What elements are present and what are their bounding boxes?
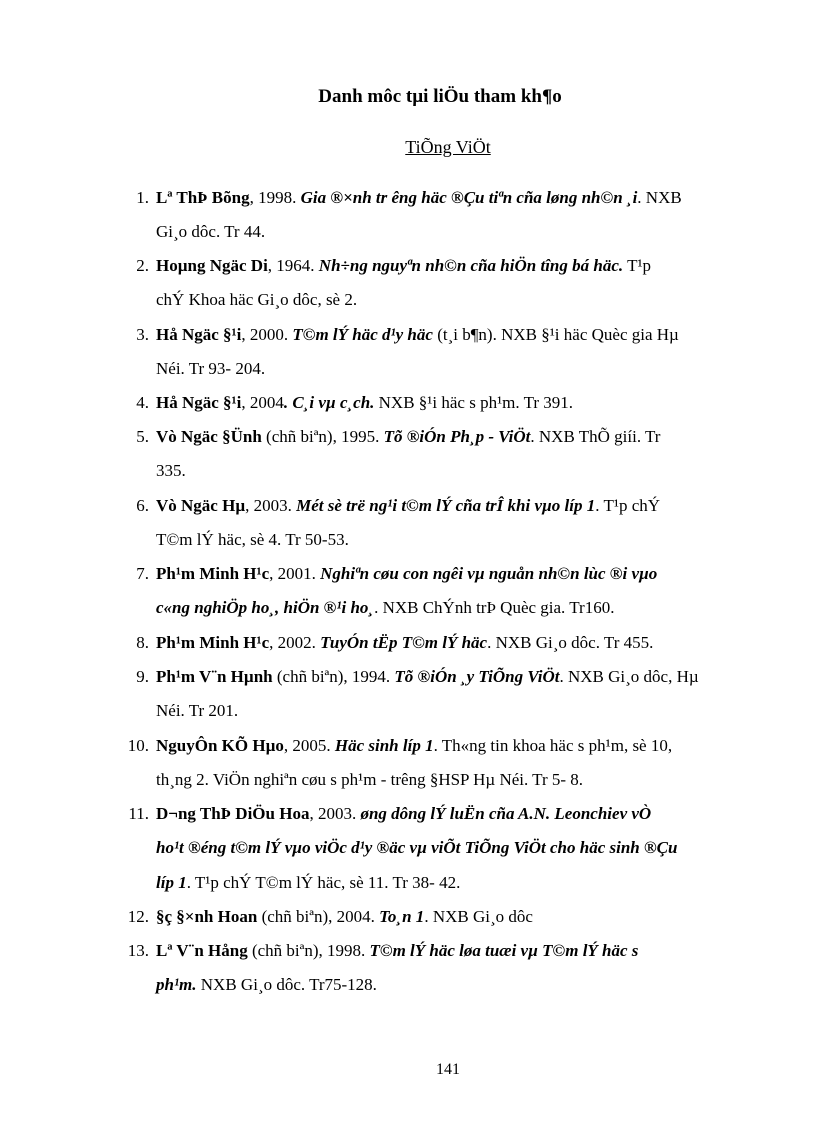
reference-number: 13.: [127, 941, 149, 960]
reference-title: Mét sè trë ng¹i t©m lÝ cña trÎ khi vµo líp 1: [296, 496, 596, 515]
reference-author: §ç §×nh Hoan: [156, 907, 258, 926]
reference-text: , 2003.: [309, 804, 361, 823]
reference-publisher: 335.: [156, 461, 186, 480]
reference-title: TuyÓn tËp T©m lÝ häc: [320, 633, 488, 652]
reference-number: 11.: [128, 804, 149, 823]
reference-line: [156, 420, 770, 454]
reference-text: (chñ biªn), 1994.: [272, 667, 395, 686]
reference-number: 10.: [127, 736, 149, 755]
reference-line: [156, 489, 770, 523]
reference-title: Tõ ®iÓn Ph¸p - ViÖt: [383, 427, 531, 446]
reference-publisher: . NXB ThÕ giíi. Tr: [530, 427, 661, 446]
reference-title: c«ng nghiÖp ho¸, hiÖn ®¹i ho¸: [156, 598, 375, 617]
reference-line: [156, 318, 770, 352]
reference-title: To¸n 1: [379, 907, 425, 926]
reference-publisher: . T¹p chÝ T©m lÝ häc, sè 11. Tr 38- 42.: [186, 873, 461, 892]
reference-publisher: NXB §¹i häc s ph¹m. Tr 391.: [374, 393, 574, 412]
reference-publisher: . Th«ng tin khoa häc s ph¹m, sè 10,: [433, 736, 673, 755]
reference-text: (chñ biªn), 1998.: [247, 941, 370, 960]
reference-title: Tõ ®iÓn ¸y TiÕng ViÖt: [394, 667, 560, 686]
reference-title: T©m lÝ häc løa tuæi vµ T©m lÝ häc s: [369, 941, 639, 960]
reference-author: Hå Ngäc §¹i: [156, 325, 242, 344]
reference-line: [156, 626, 770, 660]
reference-line: [156, 934, 770, 968]
reference-title: Nh÷ng nguyªn nh©n cña hiÖn tîng bá häc.: [318, 256, 624, 275]
reference-author: Hå Ngäc §¹i: [156, 393, 242, 412]
reference-number: 12.: [127, 907, 149, 926]
reference-number: 8.: [136, 633, 149, 652]
reference-text: , 1998.: [249, 188, 301, 207]
reference-title: . C¸i vµ c¸ch.: [283, 393, 375, 412]
reference-title: Nghiªn cøu con ngêi vµ nguån nh©n lùc ®i vµo: [320, 564, 658, 583]
reference-line: [156, 900, 770, 934]
reference-text: (chñ biªn), 1995.: [261, 427, 384, 446]
reference-author: Ph¹m Minh H¹c: [156, 633, 270, 652]
reference-author: Hoµng Ngäc Di: [156, 256, 268, 275]
reference-publisher: (t¸i b¶n). NXB §¹i häc Quèc gia Hµ: [432, 325, 679, 344]
reference-author: D¬ng ThÞ DiÖu Hoa: [156, 804, 310, 823]
reference-title: T©m lÝ häc d¹y häc: [292, 325, 433, 344]
reference-publisher: chÝ Khoa häc Gi¸o dôc, sè 2.: [156, 290, 358, 309]
reference-number: 4.: [136, 393, 149, 412]
section-subtitle: TiÕng ViÖt: [405, 137, 491, 157]
reference-text: , 2001.: [269, 564, 321, 583]
reference-number: 5.: [136, 427, 149, 446]
reference-text: , 2004: [241, 393, 284, 412]
reference-author: Vò Ngäc Hµ: [156, 496, 246, 515]
reference-publisher: Néi. Tr 201.: [156, 701, 239, 720]
reference-title: Gia ®×nh tr êng häc ®Çu tiªn cña løng nh©n ¸i: [300, 188, 638, 207]
reference-text: , 2005.: [283, 736, 335, 755]
reference-publisher: . NXB Gi¸o dôc. Tr 455.: [487, 633, 654, 652]
reference-author: Ph¹m Minh H¹c: [156, 564, 270, 583]
reference-text: (chñ biªn), 2004.: [257, 907, 380, 926]
reference-line: [156, 797, 770, 831]
reference-number: 3.: [136, 325, 149, 344]
reference-publisher: Néi. Tr 93- 204.: [156, 359, 266, 378]
reference-author: Lª ThÞ Bõng: [156, 188, 250, 207]
reference-publisher: . NXB Gi¸o dôc, Hµ: [559, 667, 699, 686]
reference-text: , 2002.: [269, 633, 321, 652]
reference-author: NguyÔn KÕ Hµo: [156, 736, 284, 755]
reference-publisher: . NXB ChÝnh trÞ Quèc gia. Tr160.: [374, 598, 615, 617]
reference-publisher: T¹p: [623, 256, 652, 275]
reference-text: , 2000.: [241, 325, 293, 344]
reference-line: [156, 386, 770, 420]
reference-title: ho¹t ®éng t©m lÝ vµo viÖc d¹y ®äc vµ viÕt TiÕng ViÖt cho häc sinh ®Çu: [156, 838, 678, 857]
reference-publisher: Gi¸o dôc. Tr 44.: [156, 222, 266, 241]
reference-line: [156, 831, 770, 865]
reference-line: [156, 660, 770, 694]
reference-line: [156, 968, 770, 1002]
reference-author: Vò Ngäc §Ünh: [156, 427, 262, 446]
reference-title: øng dông lÝ luËn cña A.N. Leonchiev vÒ: [360, 804, 652, 823]
reference-text: , 1964.: [267, 256, 319, 275]
reference-author: Lª V¨n Hång: [156, 941, 248, 960]
reference-publisher: . NXB: [637, 188, 682, 207]
page-title: Danh môc tµi liÖu tham kh¶o: [318, 86, 562, 107]
reference-publisher: T©m lÝ häc, sè 4. Tr 50-53.: [156, 530, 349, 549]
reference-number: 2.: [136, 256, 149, 275]
reference-publisher: . NXB Gi¸o dôc: [424, 907, 533, 926]
reference-publisher: . T¹p chÝ: [595, 496, 661, 515]
reference-title: ph¹m.: [156, 975, 197, 994]
reference-number: 9.: [136, 667, 149, 686]
reference-publisher: NXB Gi¸o dôc. Tr75-128.: [196, 975, 377, 994]
page-number: 141: [436, 1061, 460, 1078]
reference-author: Ph¹m V¨n Hµnh: [156, 667, 273, 686]
reference-line: [156, 557, 770, 591]
reference-number: 1.: [136, 188, 149, 207]
reference-number: 7.: [136, 564, 149, 583]
reference-line: [156, 866, 770, 900]
reference-publisher: th¸ng 2. ViÖn nghiªn cøu s ph¹m - trêng §HSP Hµ Néi. Tr 5- 8.: [156, 770, 584, 789]
reference-line: [156, 181, 770, 215]
reference-line: [156, 729, 770, 763]
reference-line: [156, 249, 770, 283]
reference-title: líp 1: [156, 873, 187, 892]
reference-text: , 2003.: [245, 496, 297, 515]
reference-title: Häc sinh líp 1: [334, 736, 434, 755]
reference-number: 6.: [136, 496, 149, 515]
reference-line: [156, 591, 770, 625]
